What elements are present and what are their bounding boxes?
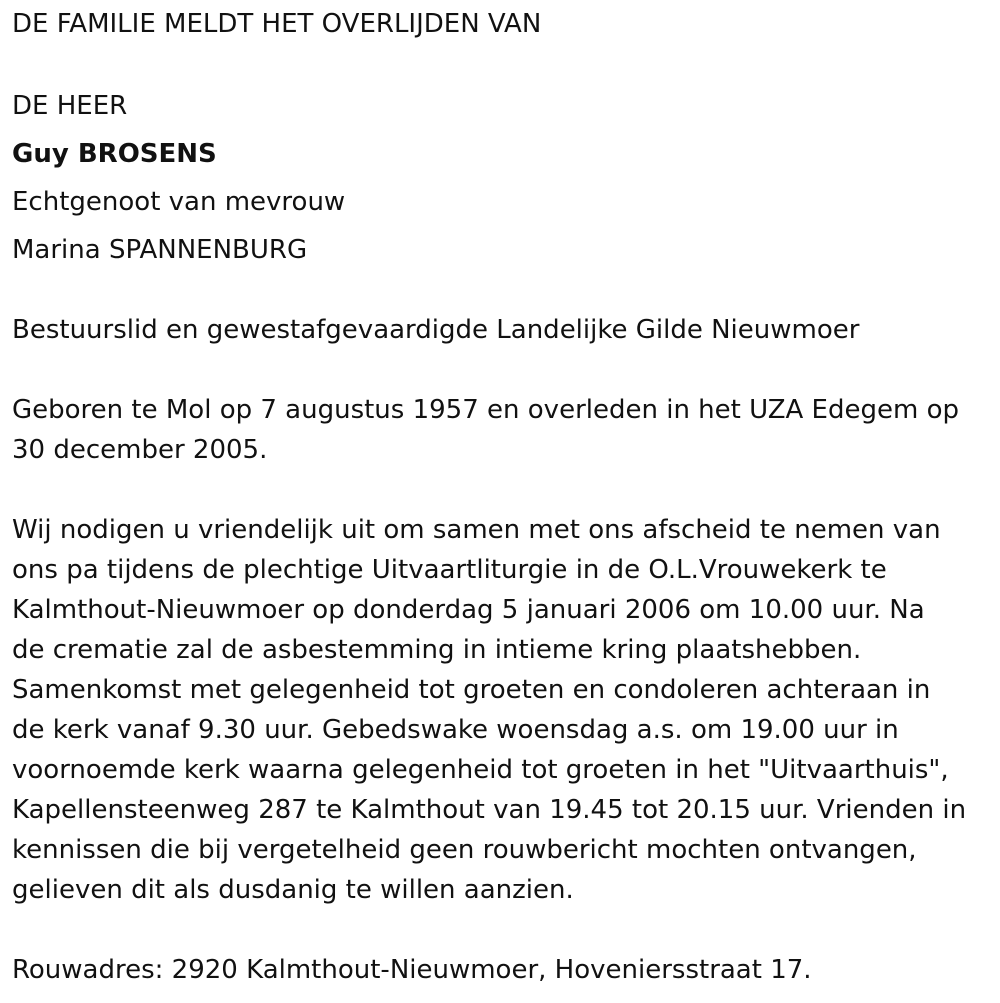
paragraph-line: voornoemde kerk waarna gelegenheid tot groeten in het "Uitvaarthuis", [12,755,949,785]
birth-death-paragraph [12,390,992,470]
paragraph-line: gelieven dit als dusdanig te willen aanzien. [12,875,574,905]
paragraph-line: ons pa tijdens de plechtige Uitvaartliturgie in de O.L.Vrouwekerk te [12,555,887,585]
paragraph-line: Kapellensteenweg 287 te Kalmthout van 19.45 tot 20.15 uur. Vrienden in [12,795,967,825]
paragraph-line: Geboren te Mol op 7 augustus 1957 en overleden in het UZA Edegem op [12,395,959,425]
paragraph-line: de kerk vanaf 9.30 uur. Gebedswake woensdag a.s. om 19.00 uur in [12,715,899,745]
invitation-paragraph [12,510,992,910]
paragraph-line: kennissen die bij vergetelheid geen rouwbericht mochten ontvangen, [12,835,917,865]
notice-heading: DE FAMILIE MELDT HET OVERLIJDEN VAN [12,9,542,39]
paragraph-line: 30 december 2005. [12,435,268,465]
spouse-name: Marina SPANNENBURG [12,235,308,265]
function-line: Bestuurslid en gewestafgevaardigde Landelijke Gilde Nieuwmoer [12,315,860,345]
mourning-address: Rouwadres: 2920 Kalmthout-Nieuwmoer, Hoveniersstraat 17. [12,955,812,985]
paragraph-line: de crematie zal de asbestemming in intieme kring plaatshebben. [12,635,862,665]
spouse-label: Echtgenoot van mevrouw [12,187,346,217]
paragraph-line: Kalmthout-Nieuwmoer op donderdag 5 januari 2006 om 10.00 uur. Na [12,595,925,625]
paragraph-line: Wij nodigen u vriendelijk uit om samen met ons afscheid te nemen van [12,515,941,545]
paragraph-line: Samenkomst met gelegenheid tot groeten en condoleren achteraan in [12,675,931,705]
deceased-name: Guy BROSENS [12,139,217,169]
title-prefix: DE HEER [12,91,128,121]
